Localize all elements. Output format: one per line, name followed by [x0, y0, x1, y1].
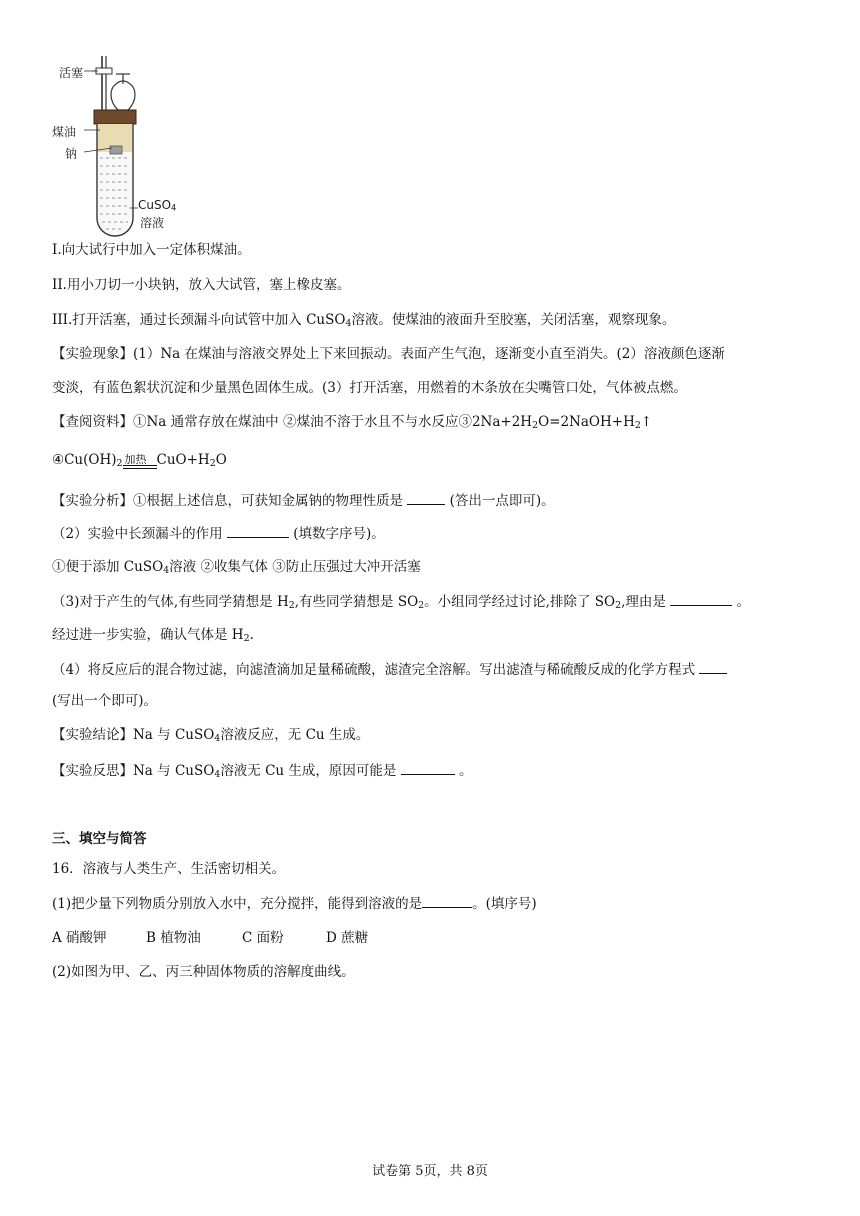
- step-1: I.向大试行中加入一定体积煤油。: [52, 242, 251, 258]
- section-3-title: 三、填空与简答: [52, 831, 147, 847]
- question-16: 16．溶液与人类生产、生活密切相关。: [52, 861, 286, 877]
- phenomenon-line-1: 【实验现象】(1）Na 在煤油与溶液交界处上下来回振动。表面产生气泡，逐渐变小直至消失。(2）溶液颜色逐渐: [52, 346, 725, 362]
- choice-c: C 面粉: [242, 930, 284, 946]
- answer-blank-q1[interactable]: [407, 490, 445, 505]
- question-16-2: (2)如图为甲、乙、丙三种固体物质的溶解度曲线。: [52, 964, 355, 980]
- answer-blank-q2[interactable]: [227, 523, 289, 538]
- reference-line-1: 【查阅资料】①Na 通常存放在煤油中 ②煤油不溶于水且不与水反应$③2Na+2H_2O=2NaOH+H_2↑$: [52, 414, 653, 431]
- choice-b: B 植物油: [146, 930, 201, 946]
- answer-blank-q3[interactable]: [670, 591, 732, 606]
- choice-a: A 硝酸钾: [52, 930, 107, 946]
- analysis-q3-line-2: 经过进一步实验，确认气体是 $H_2$.: [52, 627, 254, 644]
- label-cuso4: CuSO4: [138, 198, 177, 213]
- question-16-1: (1)把少量下列物质分别放入水中，充分搅拌，能得到溶液的是 。(填序号): [52, 893, 820, 914]
- analysis-q4: （4）将反应后的混合物过滤，向滤渣滴加足量稀硫酸，滤渣完全溶解。写出滤渣与稀硫酸反成的化学方程式: [52, 659, 820, 680]
- answer-blank-q4[interactable]: [699, 659, 727, 674]
- analysis-q3: （3)对于产生的气体,有些同学猜想是 $H_2$,有些同学猜想是 $SO_2$。小组同学经过讨论,排除了 $SO_2$,理由是 。: [52, 591, 820, 616]
- label-sodium: 钠: [65, 147, 78, 161]
- answer-blank-16-1[interactable]: [422, 893, 472, 908]
- apparatus-figure: [50, 48, 200, 238]
- phenomenon-line-2: 变淡，有蓝色絮状沉淀和少量黑色固体生成。(3）打开活塞，用燃着的木条放在尖嘴管口处，气体被点燃。: [52, 380, 687, 396]
- analysis-q2: （2）实验中长颈漏斗的作用 (填数字序号)。: [52, 523, 820, 544]
- label-stopcock: 活塞: [59, 66, 84, 80]
- label-solution: 溶液: [140, 216, 165, 230]
- heating-condition: 加热: [123, 454, 157, 474]
- answer-blank-reflection[interactable]: [401, 760, 455, 775]
- reflection: 【实验反思】Na 与 CuSO$_4$溶液无 Cu 生成，原因可能是 。: [52, 760, 820, 785]
- conclusion: 【实验结论】Na 与 CuSO$_4$溶液反应，无 Cu 生成。: [52, 727, 370, 744]
- analysis-q1: 【实验分析】①根据上述信息，可获知金属钠的物理性质是 (答出一点即可)。: [52, 490, 820, 511]
- label-kerosene: 煤油: [52, 125, 77, 139]
- choice-d: D 蔗糖: [326, 930, 369, 946]
- question-16-choices: [52, 928, 820, 948]
- reference-line-2: $④Cu(OH)_2$ 加热 $CuO+H_2O$: [52, 450, 820, 474]
- step-2: II.用小刀切一小块钠，放入大试管，塞上橡皮塞。: [52, 277, 351, 293]
- analysis-q4-line-2: (写出一个即可)。: [52, 693, 158, 709]
- step-3: III.打开活塞，通过长颈漏斗向试管中加入 CuSO$_4$溶液。使煤油的液面升至胶塞，关闭活塞，观察现象。: [52, 312, 676, 329]
- page-footer: 试卷第 5页，共 8页: [372, 1164, 488, 1179]
- analysis-options: ①便于添加 CuSO$_4$溶液 ②收集气体 ③防止压强过大冲开活塞: [52, 559, 421, 576]
